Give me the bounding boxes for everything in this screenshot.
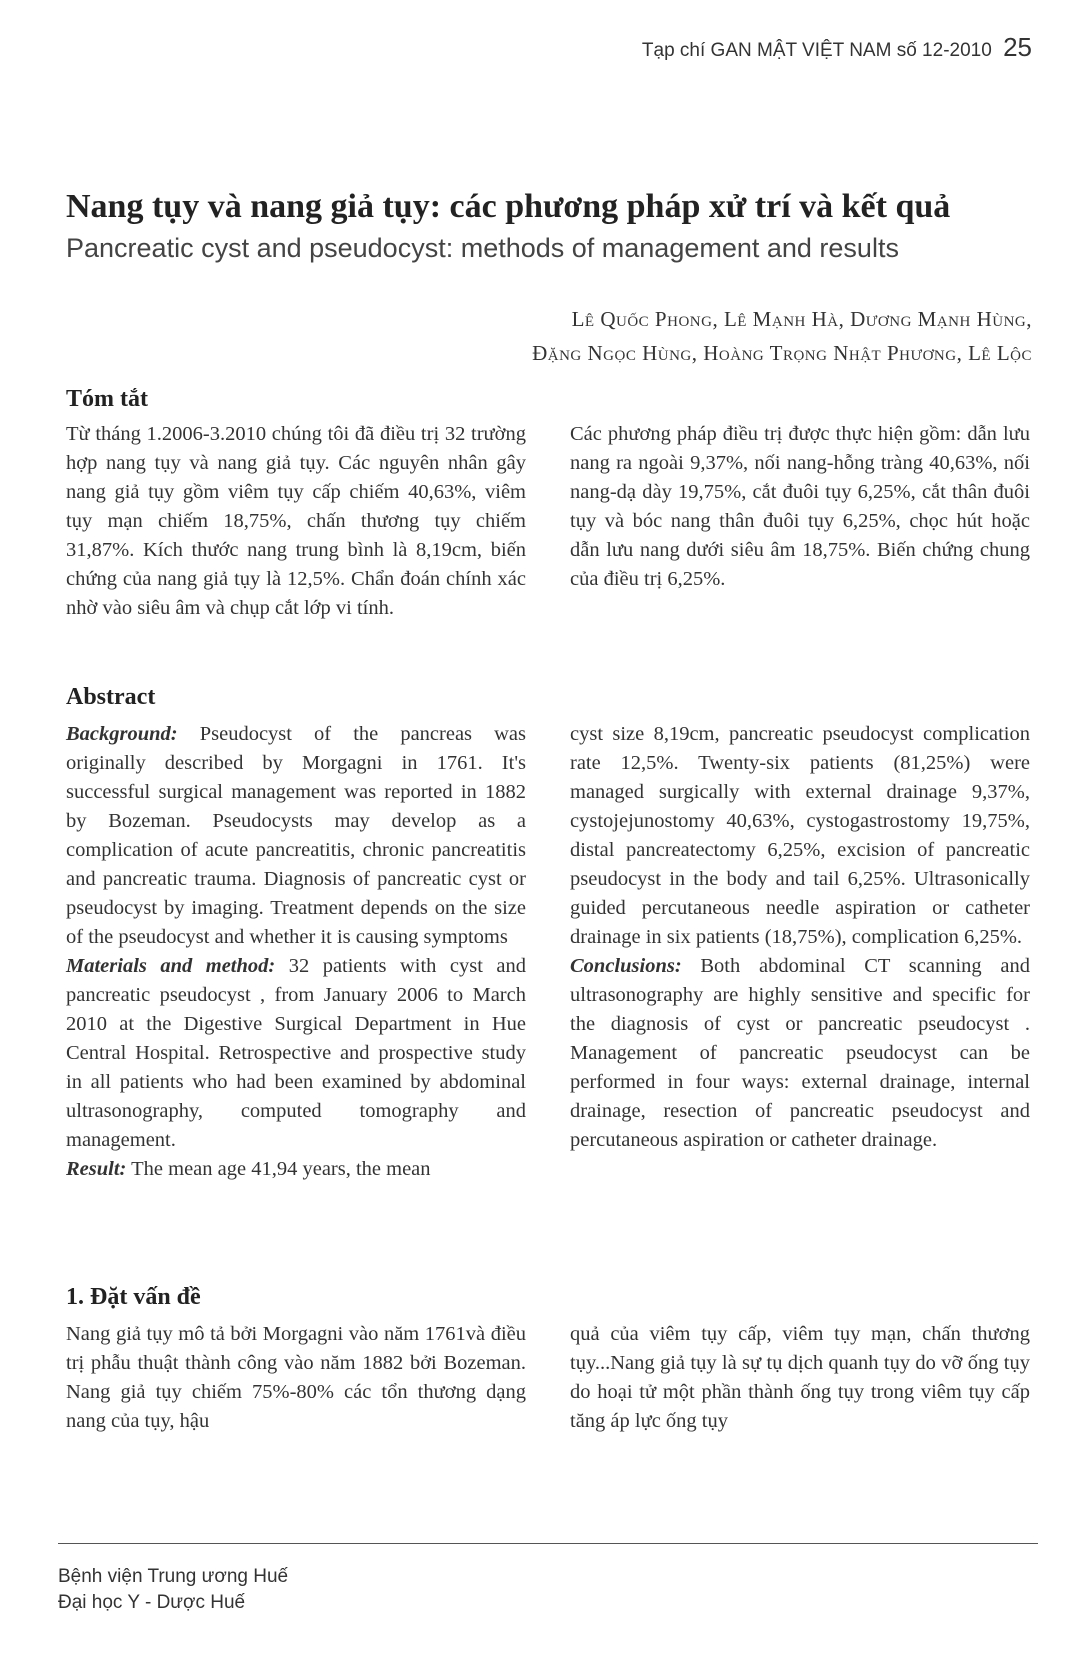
summary-left-text: Từ tháng 1.2006-3.2010 chúng tôi đã điều trị 32 trường hợp nang tụy và nang giả tụy. Các nguyên nhân gây nang giả tụy gồm viêm tụy cấp chiếm 40,63%, viêm tụy mạn chiếm 18,75%, chấn thương tụy chiếm 31,87%. Kích thước nang trung bình là 8,19cm, biến chứng của nang giả tụy là 12,5%. Chẩn đoán chính xác nhờ vào siêu âm và chụp cắt lớp vi tính. <box>66 423 526 619</box>
section-1-right-text: quả của viêm tụy cấp, viêm tụy mạn, chấn thương tụy...Nang giả tụy là sự tụ dịch quanh tụy do vỡ ống tụy do hoại tử một phần thành ống tụy trong viêm tụy cấp tăng áp lực ống tụy <box>570 1323 1030 1432</box>
conclusions-label: Conclusions: <box>570 955 682 977</box>
abstract-result <box>66 1155 526 1184</box>
authors <box>332 302 1032 370</box>
abstract-right-column <box>570 720 1030 1155</box>
journal-name: Tạp chí GAN MẬT VIỆT NAM số 12-2010 <box>641 40 992 61</box>
running-header <box>642 32 1032 63</box>
authors-line-2: Đặng Ngọc Hùng, Hoàng Trọng Nhật Phương, Lê Lộc <box>532 341 1032 365</box>
page-number: 25 <box>1003 32 1032 62</box>
abstract-conclusions <box>570 952 1030 1155</box>
section-1-heading: 1. Đặt vấn đề <box>66 1284 201 1310</box>
affiliation-2: Đại học Y - Dược Huế <box>58 1592 246 1613</box>
affiliation-1: Bệnh viện Trung ương Huế <box>58 1566 289 1587</box>
footnote-divider <box>58 1543 1038 1544</box>
abstract-heading: Abstract <box>66 684 156 710</box>
abstract-left-column <box>66 720 526 1184</box>
authors-line-1: Lê Quốc Phong, Lê Mạnh Hà, Dương Mạnh Hùng, <box>571 307 1032 331</box>
background-label: Background: <box>66 723 178 745</box>
title-english: Pancreatic cyst and pseudocyst: methods of management and results <box>66 233 899 263</box>
abstract-result-continued: cyst size 8,19cm, pancreatic pseudocyst complication rate 12,5%. Twenty-six patients (81,25%) were managed surgically with external drainage 9,37%, cystojejunostomy 40,63%, cystogastrostomy 19,75%, distal pancreatectomy 6,25%, excision of pancreatic pseudocyst in the body and tail 6,25%. Ultrasonically guided percutaneous needle aspiration or catheter drainage in six patients (18,75%), complication 6,25%. <box>570 723 1030 948</box>
methods-label: Materials and method: <box>66 955 276 977</box>
section-1-left-column <box>66 1320 526 1436</box>
background-text: Pseudocyst of the pancreas was originally described by Morgagni in 1761. It's successful surgical management was reported in 1882 by Bozeman. Pseudocysts may develop as a complication of acute pancreatitis, chronic pancreatitis and pancreatic trauma. Diagnosis of pancreatic cyst or pseudocyst by imaging. Treatment depends on the size of the pseudocyst and whether it is causing symptoms <box>66 723 526 948</box>
abstract-methods <box>66 952 526 1155</box>
summary-right-text: Các phương pháp điều trị được thực hiện gồm: dẫn lưu nang ra ngoài 9,37%, nối nang-hỗng tràng 40,63%, nối nang-dạ dày 19,75%, cắt đuôi tụy 6,25%, cắt thân đuôi tụy và bóc nang thân đuôi tụy 6,25%, chọc hút hoặc dẫn lưu nang dưới siêu âm 18,75%. Biến chứng chung của điều trị 6,25%. <box>570 423 1030 590</box>
section-1-right-column <box>570 1320 1030 1436</box>
result-label: Result: <box>66 1158 127 1180</box>
title-vietnamese: Nang tụy và nang giả tụy: các phương pháp xử trí và kết quả <box>66 188 951 225</box>
summary-right-column <box>570 420 1030 594</box>
section-1-left-text: Nang giả tụy mô tả bởi Morgagni vào năm 1761và điều trị phẫu thuật thành công vào năm 1882 bởi Bozeman. Nang giả tụy chiếm 75%-80% các tổn thương dạng nang của tụy, hậu <box>66 1323 526 1432</box>
conclusions-text: Both abdominal CT scanning and ultrasonography are highly sensitive and specific for the diagnosis of cyst or pancreatic pseudocyst . Management of pancreatic pseudocyst can be performed in four ways: external drainage, internal drainage, resection of pancreatic pseudocyst and percutaneous aspiration or catheter drainage. <box>570 955 1030 1151</box>
methods-text: 32 patients with cyst and pancreatic pseudocyst , from January 2006 to March 2010 at the Digestive Surgical Department in Hue Central Hospital. Retrospective and prospective study in all patients who had been examined by abdominal ultrasonography, computed tomography and management. <box>66 955 526 1151</box>
abstract-background <box>66 720 526 952</box>
summary-left-column <box>66 420 526 623</box>
summary-heading: Tóm tắt <box>66 386 148 412</box>
result-text: The mean age 41,94 years, the mean <box>126 1158 431 1180</box>
